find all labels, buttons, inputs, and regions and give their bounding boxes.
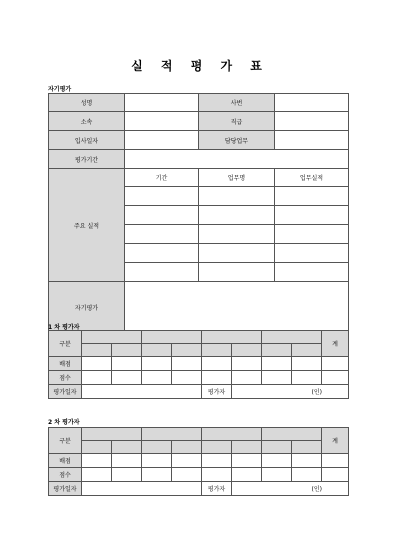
eval2-sub-header bbox=[112, 441, 142, 454]
eval2-weight-cell[interactable] bbox=[232, 454, 262, 468]
dept-label: 소속 bbox=[49, 112, 125, 131]
eval2-score-cell[interactable] bbox=[82, 468, 112, 482]
eval2-group-header bbox=[142, 428, 202, 441]
period-label: 평가기간 bbox=[49, 150, 125, 169]
achievements-label: 주요 실적 bbox=[49, 169, 125, 282]
eval2-weight-cell[interactable] bbox=[112, 454, 142, 468]
eval1-group-header bbox=[262, 331, 322, 344]
eval1-weight-cell[interactable] bbox=[202, 357, 232, 371]
eval1-table bbox=[48, 330, 349, 399]
eval2-group-header bbox=[82, 428, 142, 441]
eval2-date-field[interactable] bbox=[82, 482, 202, 496]
eval1-weight-cell[interactable] bbox=[142, 357, 172, 371]
achievement-cell[interactable] bbox=[125, 244, 199, 263]
eval1-evaluator-label: 평가자 bbox=[202, 385, 232, 399]
duty-label: 담당업무 bbox=[199, 131, 275, 150]
eval2-score-cell[interactable] bbox=[292, 468, 322, 482]
rank-label: 직급 bbox=[199, 112, 275, 131]
achievement-cell[interactable] bbox=[125, 263, 199, 282]
eval1-score-cell[interactable] bbox=[142, 371, 172, 385]
join-date-field[interactable] bbox=[125, 131, 199, 150]
achievement-cell[interactable] bbox=[199, 206, 275, 225]
eval2-sub-header bbox=[172, 441, 202, 454]
achievement-cell[interactable] bbox=[199, 244, 275, 263]
eval2-score-cell[interactable] bbox=[142, 468, 172, 482]
eval1-score-cell[interactable] bbox=[202, 371, 232, 385]
self-review-label: 자기평가 bbox=[49, 282, 125, 334]
eval2-weight-label: 배점 bbox=[49, 454, 82, 468]
emp-no-field[interactable] bbox=[275, 94, 349, 112]
eval1-sub-header bbox=[82, 344, 112, 357]
eval2-group-header bbox=[202, 428, 262, 441]
eval1-score-cell[interactable] bbox=[82, 371, 112, 385]
achievement-cell[interactable] bbox=[199, 187, 275, 206]
eval2-table bbox=[48, 427, 349, 496]
eval2-weight-cell[interactable] bbox=[82, 454, 112, 468]
achievement-cell[interactable] bbox=[125, 187, 199, 206]
eval2-sub-header bbox=[232, 441, 262, 454]
eval1-sub-header bbox=[262, 344, 292, 357]
eval1-score-cell[interactable] bbox=[112, 371, 142, 385]
eval1-sub-header bbox=[292, 344, 322, 357]
emp-no-label: 사번 bbox=[199, 94, 275, 112]
eval1-score-cell[interactable] bbox=[262, 371, 292, 385]
eval1-sub-header bbox=[142, 344, 172, 357]
eval1-weight-cell[interactable] bbox=[262, 357, 292, 371]
name-field[interactable] bbox=[125, 94, 199, 112]
eval2-sub-header bbox=[262, 441, 292, 454]
col-task-header: 업무명 bbox=[199, 169, 275, 187]
achievement-cell[interactable] bbox=[199, 263, 275, 282]
achievement-cell[interactable] bbox=[275, 225, 349, 244]
self-review-field[interactable] bbox=[125, 282, 349, 334]
col-period-header: 기간 bbox=[125, 169, 199, 187]
name-label: 성명 bbox=[49, 94, 125, 112]
eval2-sub-header bbox=[292, 441, 322, 454]
eval1-section-label: 1 차 평가자 bbox=[48, 324, 80, 331]
eval2-seal-field[interactable]: (인) bbox=[232, 482, 349, 496]
eval1-sub-header bbox=[232, 344, 262, 357]
eval2-weight-cell[interactable] bbox=[292, 454, 322, 468]
eval1-weight-cell[interactable] bbox=[112, 357, 142, 371]
eval1-score-cell[interactable] bbox=[232, 371, 262, 385]
eval1-total-label: 계 bbox=[322, 331, 349, 357]
eval2-category-label: 구분 bbox=[49, 428, 82, 454]
eval1-weight-cell[interactable] bbox=[292, 357, 322, 371]
achievement-cell[interactable] bbox=[275, 206, 349, 225]
eval1-group-header bbox=[142, 331, 202, 344]
rank-field[interactable] bbox=[275, 112, 349, 131]
eval2-date-label: 평가일자 bbox=[49, 482, 82, 496]
eval2-weight-total[interactable] bbox=[322, 454, 349, 468]
eval2-section-label: 2 차 평가자 bbox=[48, 419, 80, 426]
self-eval-section-label: 자기평가 bbox=[48, 86, 72, 93]
eval2-total-label: 계 bbox=[322, 428, 349, 454]
achievement-cell[interactable] bbox=[275, 187, 349, 206]
eval1-score-cell[interactable] bbox=[172, 371, 202, 385]
eval1-weight-cell[interactable] bbox=[172, 357, 202, 371]
achievement-cell[interactable] bbox=[275, 263, 349, 282]
eval1-group-header bbox=[82, 331, 142, 344]
eval1-weight-cell[interactable] bbox=[82, 357, 112, 371]
self-eval-table bbox=[48, 93, 349, 334]
page-title: 실 적 평 가 표 bbox=[131, 59, 269, 73]
eval1-date-field[interactable] bbox=[82, 385, 202, 399]
achievement-cell[interactable] bbox=[199, 225, 275, 244]
eval2-score-cell[interactable] bbox=[112, 468, 142, 482]
eval1-score-label: 점수 bbox=[49, 371, 82, 385]
eval2-score-cell[interactable] bbox=[172, 468, 202, 482]
eval1-seal-field[interactable]: (인) bbox=[232, 385, 349, 399]
eval1-date-label: 평가일자 bbox=[49, 385, 82, 399]
eval2-weight-cell[interactable] bbox=[142, 454, 172, 468]
eval2-score-cell[interactable] bbox=[262, 468, 292, 482]
eval1-sub-header bbox=[172, 344, 202, 357]
eval2-sub-header bbox=[142, 441, 172, 454]
eval2-weight-cell[interactable] bbox=[202, 454, 232, 468]
eval2-score-cell[interactable] bbox=[202, 468, 232, 482]
eval2-group-header bbox=[262, 428, 322, 441]
eval2-sub-header bbox=[202, 441, 232, 454]
eval2-score-label: 점수 bbox=[49, 468, 82, 482]
duty-field[interactable] bbox=[275, 131, 349, 150]
eval2-weight-cell[interactable] bbox=[262, 454, 292, 468]
join-date-label: 입사일자 bbox=[49, 131, 125, 150]
dept-field[interactable] bbox=[125, 112, 199, 131]
eval1-category-label: 구분 bbox=[49, 331, 82, 357]
eval1-score-total[interactable] bbox=[322, 371, 349, 385]
achievement-cell[interactable] bbox=[125, 225, 199, 244]
achievement-cell[interactable] bbox=[275, 244, 349, 263]
eval2-score-cell[interactable] bbox=[232, 468, 262, 482]
eval1-sub-header bbox=[112, 344, 142, 357]
eval1-group-header bbox=[202, 331, 262, 344]
eval1-weight-cell[interactable] bbox=[232, 357, 262, 371]
period-field[interactable] bbox=[125, 150, 349, 169]
col-result-header: 업무실적 bbox=[275, 169, 349, 187]
eval1-sub-header bbox=[202, 344, 232, 357]
achievement-cell[interactable] bbox=[125, 206, 199, 225]
eval2-sub-header bbox=[82, 441, 112, 454]
eval2-weight-cell[interactable] bbox=[172, 454, 202, 468]
eval1-weight-total[interactable] bbox=[322, 357, 349, 371]
eval1-weight-label: 배점 bbox=[49, 357, 82, 371]
eval1-score-cell[interactable] bbox=[292, 371, 322, 385]
eval2-score-total[interactable] bbox=[322, 468, 349, 482]
eval2-evaluator-label: 평가자 bbox=[202, 482, 232, 496]
